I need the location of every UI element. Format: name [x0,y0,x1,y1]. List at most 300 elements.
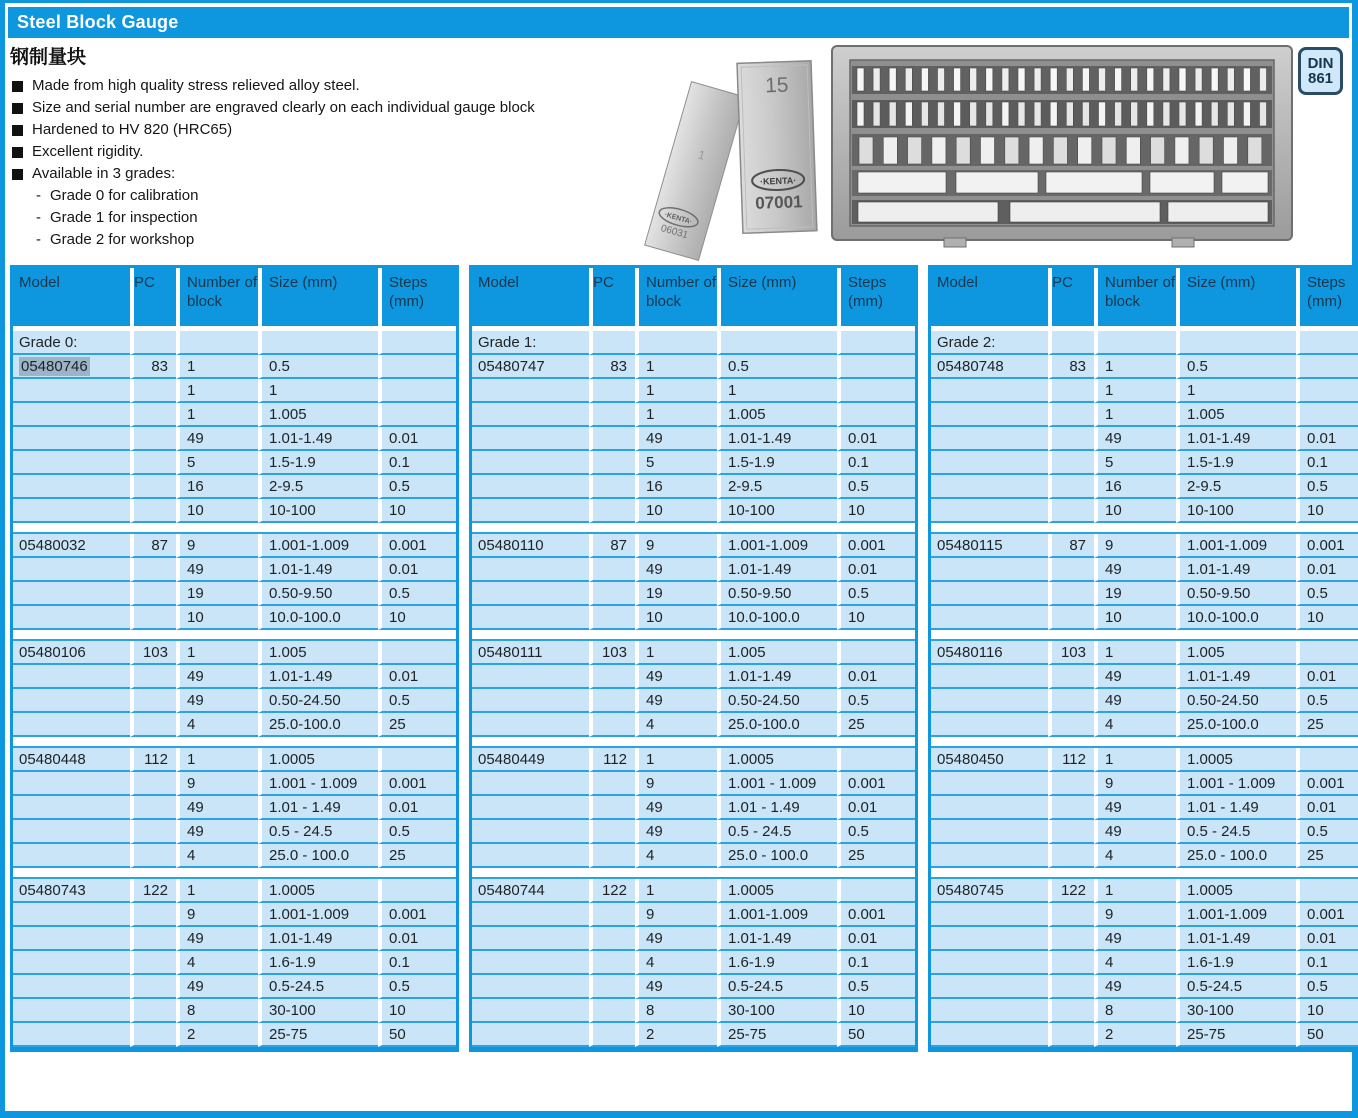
table-row [472,403,915,427]
pc-cell: 112 [589,748,635,772]
size-cell: 0.5 - 24.5 [258,820,378,844]
steps-cell: 0.1 [1296,951,1358,975]
steps-cell [1296,379,1358,403]
steps-cell: 10 [837,499,915,523]
model-cell: 05480115 [931,534,1048,558]
table-row [13,427,456,451]
number-of-block-cell: 5 [635,451,717,475]
number-of-block-cell: 1 [635,641,717,665]
size-cell: 10-100 [717,499,837,523]
table-row [931,689,1358,713]
grade-note-item [36,207,660,229]
number-of-block-cell: 5 [176,451,258,475]
steps-cell: 0.001 [1296,903,1358,927]
model-cell [472,903,589,927]
group-separator [931,523,1358,534]
table-row [13,499,456,523]
table-row [472,427,915,451]
table-row [13,355,456,379]
column-header: Number of block [176,268,258,326]
model-cell [931,582,1048,606]
steps-cell: 0.1 [1296,451,1358,475]
size-cell: 0.5 - 24.5 [717,820,837,844]
steps-cell: 10 [378,606,456,630]
pc-cell [1048,927,1094,951]
table-row [13,820,456,844]
svg-text:·KENTA·: ·KENTA· [759,175,797,187]
pc-cell: 103 [589,641,635,665]
steps-cell: 25 [837,713,915,737]
size-cell: 1.01-1.49 [258,558,378,582]
pc-cell [1048,1023,1094,1047]
size-cell: 1.6-1.9 [258,951,378,975]
table-row [13,475,456,499]
model-cell [13,796,130,820]
model-cell [931,665,1048,689]
table-row [472,665,915,689]
size-cell: 1.001 - 1.009 [258,772,378,796]
size-cell: 1.005 [1176,403,1296,427]
number-of-block-cell: 49 [1094,927,1176,951]
feature-item [10,119,660,141]
table-row [13,975,456,999]
pc-cell [589,665,635,689]
steps-cell [378,403,456,427]
steps-cell: 0.5 [837,475,915,499]
model-cell [13,927,130,951]
model-cell [931,903,1048,927]
pc-cell [130,379,176,403]
pc-cell [589,1023,635,1047]
model-cell [13,499,130,523]
pc-cell [1048,999,1094,1023]
steps-cell: 0.01 [378,796,456,820]
table-row [472,475,915,499]
model-cell [472,1023,589,1047]
pc-cell [1048,772,1094,796]
steps-cell [837,355,915,379]
model-cell [931,951,1048,975]
group-separator [472,523,915,534]
number-of-block-cell: 4 [176,713,258,737]
table-row [931,975,1358,999]
pc-cell: 83 [1048,355,1094,379]
group-separator [931,868,1358,879]
number-of-block-cell: 10 [635,499,717,523]
steps-cell: 0.5 [1296,975,1358,999]
model-cell [931,796,1048,820]
number-of-block-cell: 4 [1094,951,1176,975]
steps-cell [837,403,915,427]
pc-cell [1048,558,1094,582]
table-row [931,606,1358,630]
steps-cell: 0.01 [378,427,456,451]
number-of-block-cell: 10 [635,606,717,630]
table-row [931,796,1358,820]
column-header: PC [1048,268,1094,326]
column-header: Steps (mm) [378,268,456,326]
bullet-square-icon [12,169,23,180]
steps-cell: 0.01 [1296,558,1358,582]
size-cell: 0.50-9.50 [1176,582,1296,606]
pc-cell [589,772,635,796]
model-cell [13,665,130,689]
size-cell: 1.0005 [717,748,837,772]
gauge-block-large-photo [735,58,821,238]
model-cell [13,772,130,796]
number-of-block-cell: 4 [176,951,258,975]
pc-cell [130,499,176,523]
pc-cell [130,403,176,427]
table-row [13,534,456,558]
pc-cell [589,451,635,475]
size-cell: 1.001 - 1.009 [717,772,837,796]
model-cell [13,713,130,737]
model-cell [931,379,1048,403]
pc-cell: 87 [589,534,635,558]
table-row [13,713,456,737]
table-row [472,975,915,999]
pc-cell [1048,665,1094,689]
number-of-block-cell: 49 [1094,796,1176,820]
size-cell: 0.50-24.50 [258,689,378,713]
table-row [931,772,1358,796]
model-cell [472,427,589,451]
table-row [472,689,915,713]
model-cell: 05480748 [931,355,1048,379]
table-row [472,772,915,796]
steps-cell: 25 [378,844,456,868]
spec-tables-row [8,265,1349,1052]
model-cell [472,999,589,1023]
size-cell: 1.005 [258,403,378,427]
size-cell: 1.01-1.49 [258,427,378,451]
number-of-block-cell: 49 [635,975,717,999]
size-cell: 1.01-1.49 [1176,558,1296,582]
model-cell [931,713,1048,737]
size-cell: 0.50-9.50 [717,582,837,606]
number-of-block-cell: 1 [176,379,258,403]
number-of-block-cell: 49 [176,820,258,844]
column-header: Steps (mm) [837,268,915,326]
pc-cell [130,606,176,630]
svg-text:15: 15 [764,73,789,98]
intro-text [10,42,660,251]
size-cell: 25.0-100.0 [258,713,378,737]
steps-cell: 0.01 [1296,665,1358,689]
model-cell [13,844,130,868]
pc-cell [589,820,635,844]
steps-cell: 50 [1296,1023,1358,1047]
table-row [931,379,1358,403]
model-cell: 05480110 [472,534,589,558]
table-row [13,665,456,689]
model-cell [931,689,1048,713]
spec-table [928,265,1358,1052]
header-row [472,268,915,326]
pc-cell [1048,427,1094,451]
table-row [472,558,915,582]
size-cell: 1.005 [717,403,837,427]
table-row [931,951,1358,975]
pc-cell [589,475,635,499]
number-of-block-cell: 9 [176,534,258,558]
grade-label-row [13,331,456,355]
grade-label: Grade 0: [13,331,130,355]
block-small-size-label: 1 [696,147,707,163]
pc-cell [130,427,176,451]
steps-cell [837,379,915,403]
pc-cell [589,558,635,582]
size-cell: 2-9.5 [717,475,837,499]
number-of-block-cell: 49 [176,975,258,999]
model-cell [472,499,589,523]
model-cell [472,451,589,475]
number-of-block-cell: 1 [1094,403,1176,427]
model-cell [13,451,130,475]
model-cell [472,927,589,951]
bullet-square-icon [12,147,23,158]
number-of-block-cell: 49 [176,558,258,582]
steps-cell: 25 [1296,844,1358,868]
model-cell [931,427,1048,451]
size-cell: 0.5-24.5 [258,975,378,999]
pc-cell: 103 [1048,641,1094,665]
empty-cell [176,331,258,355]
feature-item [10,163,660,185]
table-row [472,748,915,772]
size-cell: 10.0-100.0 [717,606,837,630]
table-row [13,748,456,772]
steps-cell: 0.5 [837,820,915,844]
selected-model-text[interactable]: 05480746 [21,357,88,375]
feature-text: Made from high quality stress relieved alloy steel. [32,77,360,94]
steps-cell [1296,641,1358,665]
din-badge-line1: DIN [1307,55,1334,72]
number-of-block-cell: 1 [635,355,717,379]
model-cell [472,558,589,582]
model-cell [472,379,589,403]
number-of-block-cell: 19 [635,582,717,606]
size-cell: 25.0 - 100.0 [258,844,378,868]
model-cell [13,606,130,630]
size-cell: 1.001-1.009 [258,534,378,558]
model-cell: 05480116 [931,641,1048,665]
number-of-block-cell: 9 [635,772,717,796]
table-row [13,951,456,975]
number-of-block-cell: 1 [635,748,717,772]
size-cell: 30-100 [717,999,837,1023]
size-cell: 1.5-1.9 [717,451,837,475]
gauge-block-set-photo [828,42,1298,250]
size-cell: 2-9.5 [1176,475,1296,499]
pc-cell: 83 [589,355,635,379]
number-of-block-cell: 9 [1094,772,1176,796]
table-row [931,713,1358,737]
pc-cell [130,1023,176,1047]
pc-cell [1048,951,1094,975]
table-row [13,999,456,1023]
table-row [472,534,915,558]
size-cell: 0.5-24.5 [717,975,837,999]
table-row [931,903,1358,927]
model-cell [931,975,1048,999]
grade-note-text: Grade 2 for workshop [50,231,195,248]
steps-cell: 0.5 [378,475,456,499]
feature-item [10,141,660,163]
model-cell [472,475,589,499]
size-cell: 1.0005 [258,748,378,772]
pc-cell [1048,903,1094,927]
steps-cell: 25 [837,844,915,868]
group-separator [931,737,1358,748]
pc-cell [130,665,176,689]
steps-cell: 0.5 [378,582,456,606]
table-row [13,641,456,665]
spec-table [10,265,459,1052]
size-cell: 25.0-100.0 [717,713,837,737]
pc-cell [130,844,176,868]
number-of-block-cell: 1 [1094,355,1176,379]
table-row [931,820,1358,844]
size-cell: 25.0 - 100.0 [717,844,837,868]
table-row [472,1023,915,1047]
steps-cell: 0.5 [837,975,915,999]
pc-cell [589,379,635,403]
group-separator [472,630,915,641]
size-cell: 1.01 - 1.49 [1176,796,1296,820]
empty-cell [1176,331,1296,355]
steps-cell: 0.1 [378,951,456,975]
table-row [13,927,456,951]
pc-cell [589,582,635,606]
feature-item [10,97,660,119]
steps-cell: 10 [1296,999,1358,1023]
pc-cell [589,713,635,737]
size-cell: 0.5-24.5 [1176,975,1296,999]
pc-cell: 112 [130,748,176,772]
empty-cell [635,331,717,355]
steps-cell: 25 [1296,713,1358,737]
steps-cell [378,641,456,665]
size-cell: 0.5 [717,355,837,379]
dash-icon: - [36,209,41,226]
number-of-block-cell: 1 [635,379,717,403]
number-of-block-cell: 49 [176,427,258,451]
number-of-block-cell: 49 [1094,975,1176,999]
number-of-block-cell: 16 [176,475,258,499]
model-cell [472,844,589,868]
pc-cell [589,927,635,951]
pc-cell [130,582,176,606]
size-cell: 25.0-100.0 [1176,713,1296,737]
size-cell: 1.0005 [258,879,378,903]
pc-cell [130,713,176,737]
intro-section [8,38,1349,262]
pc-cell [130,927,176,951]
table-row [472,499,915,523]
model-cell: 05480032 [13,534,130,558]
number-of-block-cell: 10 [1094,499,1176,523]
table-row [13,582,456,606]
grade-label-row [472,331,915,355]
feature-item [10,75,660,97]
table-row [472,582,915,606]
size-cell: 1.005 [258,641,378,665]
group-separator [13,630,456,641]
size-cell: 1 [717,379,837,403]
size-cell: 1.0005 [1176,748,1296,772]
empty-cell [1048,331,1094,355]
model-cell [931,1023,1048,1047]
gauge-block-small-photo [640,78,750,264]
number-of-block-cell: 4 [635,951,717,975]
pc-cell [130,772,176,796]
pc-cell [130,689,176,713]
table-row [472,796,915,820]
model-cell [931,475,1048,499]
size-cell: 30-100 [258,999,378,1023]
page-title: Steel Block Gauge [17,12,179,32]
bullet-square-icon [12,81,23,92]
pc-cell [1048,379,1094,403]
model-cell: 05480106 [13,641,130,665]
pc-cell [589,999,635,1023]
size-cell: 25-75 [1176,1023,1296,1047]
dash-icon: - [36,187,41,204]
steps-cell: 0.001 [837,534,915,558]
number-of-block-cell: 49 [1094,820,1176,844]
size-cell: 25-75 [258,1023,378,1047]
number-of-block-cell: 49 [1094,427,1176,451]
size-cell: 1.001 - 1.009 [1176,772,1296,796]
pc-cell [1048,820,1094,844]
size-cell: 10-100 [258,499,378,523]
steps-cell [1296,403,1358,427]
size-cell: 25.0 - 100.0 [1176,844,1296,868]
table-row [472,879,915,903]
model-cell [13,820,130,844]
model-cell [931,772,1048,796]
size-cell: 1.001-1.009 [717,534,837,558]
table-row [472,713,915,737]
table-row [931,475,1358,499]
table-row [13,403,456,427]
svg-text:·KENTA·: ·KENTA· [663,211,693,226]
model-cell [931,820,1048,844]
model-cell [13,379,130,403]
table-row [931,355,1358,379]
steps-cell: 10 [378,999,456,1023]
table-row [931,999,1358,1023]
empty-cell [589,331,635,355]
column-header: PC [589,268,635,326]
number-of-block-cell: 4 [1094,844,1176,868]
number-of-block-cell: 49 [635,427,717,451]
number-of-block-cell: 49 [1094,665,1176,689]
steps-cell: 0.001 [1296,772,1358,796]
model-cell [472,403,589,427]
size-cell: 10.0-100.0 [258,606,378,630]
steps-cell [378,879,456,903]
grade-note-item [36,229,660,251]
steps-cell: 0.001 [378,534,456,558]
steps-cell [837,641,915,665]
pc-cell [1048,796,1094,820]
steps-cell [378,748,456,772]
number-of-block-cell: 10 [176,499,258,523]
table-row [931,499,1358,523]
